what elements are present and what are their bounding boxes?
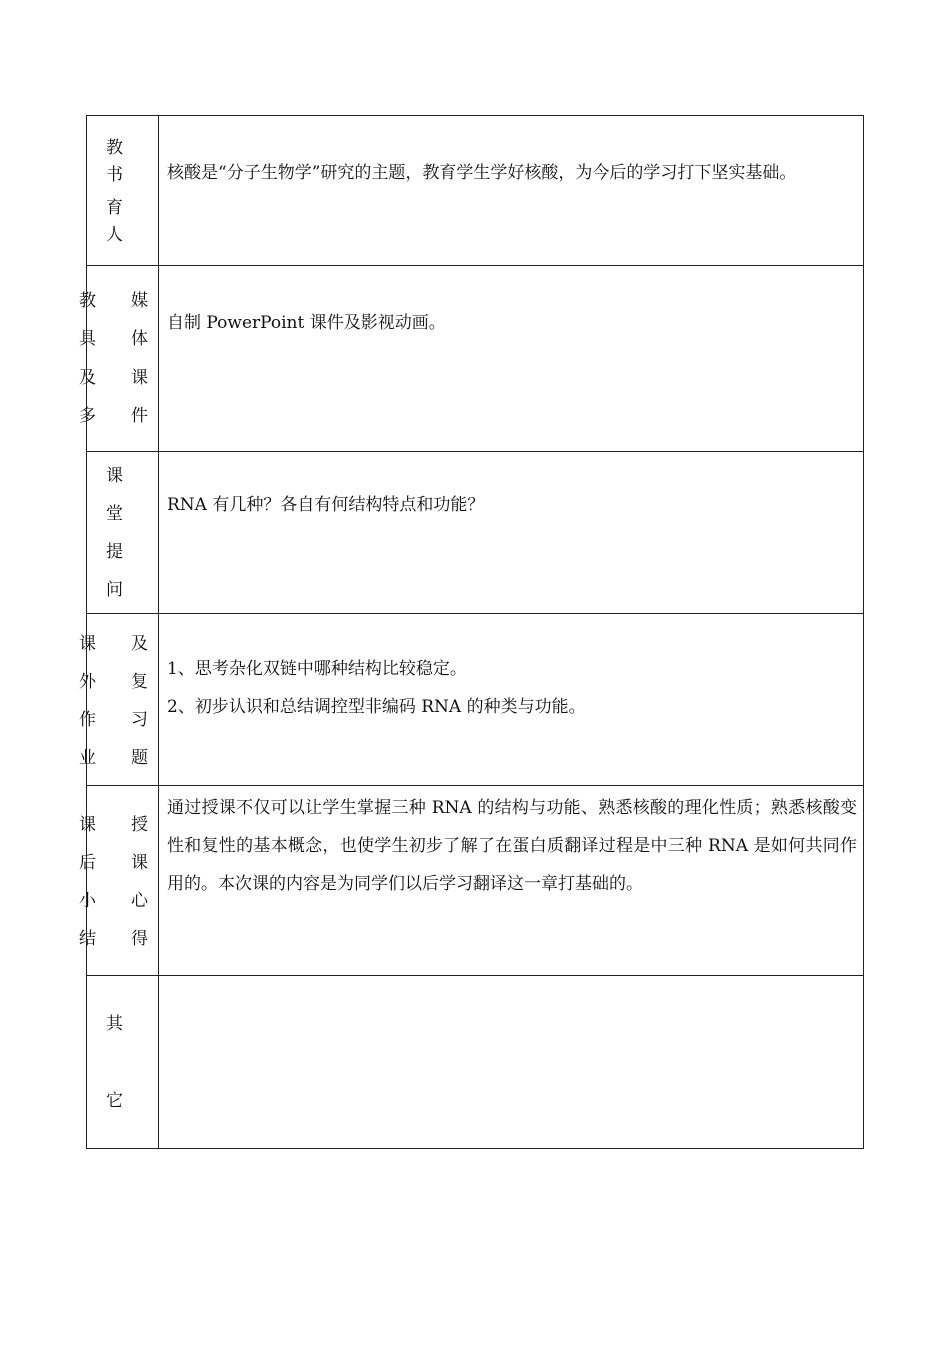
label-char: 育: [106, 198, 123, 218]
label-char: 教: [106, 138, 123, 158]
label-char: 件: [131, 406, 148, 426]
label-char: 作: [79, 710, 96, 730]
label-char: 题: [131, 748, 148, 768]
content-paragraph: RNA 有几种？各自有何结构特点和功能？: [167, 495, 485, 515]
column-divider: [158, 786, 159, 976]
label-char: 授: [131, 815, 148, 835]
row-other: [86, 975, 864, 1149]
label-char: 后: [79, 853, 96, 873]
row-content: [167, 486, 857, 524]
row-label: [79, 614, 158, 786]
content-paragraph: 2、初步认识和总结调控型非编码 RNA 的种类与功能。: [167, 697, 586, 717]
label-char: 堂: [106, 504, 123, 524]
row-content: [167, 304, 857, 342]
label-char: 复: [131, 672, 148, 692]
column-divider: [158, 976, 159, 1149]
table-bottom-border: [86, 1148, 864, 1149]
row-label: [79, 786, 158, 976]
row-homework: [79, 613, 864, 786]
label-char: 人: [106, 225, 123, 245]
column-divider: [158, 452, 159, 614]
label-char: 习: [131, 710, 148, 730]
content-paragraph: 通过授课不仅可以让学生掌握三种 RNA 的结构与功能、熟悉核酸的理化性质；熟悉核酸变性和复性的基本概念，也使学生初步了解了在蛋白质翻译过程是中三种 RNA 是如何共同作用的。本次课的内容是为同学们以后学习翻译这一章打基础的。: [167, 798, 857, 894]
label-char: 及: [79, 368, 96, 388]
row-content: [167, 650, 857, 726]
label-char: 小: [79, 891, 96, 911]
content-paragraph: 自制 PowerPoint 课件及影视动画。: [167, 313, 446, 333]
column-divider: [158, 266, 159, 452]
label-char: 结: [79, 929, 96, 949]
label-char: 课: [106, 466, 123, 486]
content-paragraph: 核酸是“分子生物学”研究的主题，教育学生学好核酸，为今后的学习打下坚实基础。: [167, 163, 797, 183]
row-class-questions: [86, 451, 864, 614]
row-label: [86, 116, 158, 266]
row-label: [86, 452, 158, 614]
column-divider: [158, 614, 159, 786]
content-paragraph: 1、思考杂化双链中哪种结构比较稳定。: [167, 659, 467, 679]
label-char: 课: [79, 815, 96, 835]
row-label: [86, 976, 158, 1149]
column-divider: [158, 116, 159, 266]
label-char: 外: [79, 672, 96, 692]
lesson-plan-table: [79, 115, 864, 1149]
label-char: 心: [131, 891, 148, 911]
row-content: [167, 154, 857, 192]
label-char: 多: [79, 406, 96, 426]
label-char: 问: [106, 580, 123, 600]
label-char: 课: [131, 853, 148, 873]
label-char: 媒: [131, 291, 148, 311]
row-label: [79, 266, 158, 452]
label-char: 书: [106, 165, 123, 185]
row-teaching-media: [79, 265, 864, 452]
label-char: 课: [79, 634, 96, 654]
row-moral-education: [86, 115, 864, 266]
label-char: 它: [106, 1091, 123, 1111]
row-content: [167, 789, 857, 903]
label-char: 提: [106, 542, 123, 562]
label-char: 教: [79, 291, 96, 311]
label-char: 其: [106, 1014, 123, 1034]
label-char: 具: [79, 329, 96, 349]
label-char: 体: [131, 329, 148, 349]
label-char: 及: [131, 634, 148, 654]
label-char: 课: [131, 368, 148, 388]
row-lesson-summary: [79, 785, 864, 976]
label-char: 得: [131, 929, 148, 949]
label-char: 业: [79, 748, 96, 768]
